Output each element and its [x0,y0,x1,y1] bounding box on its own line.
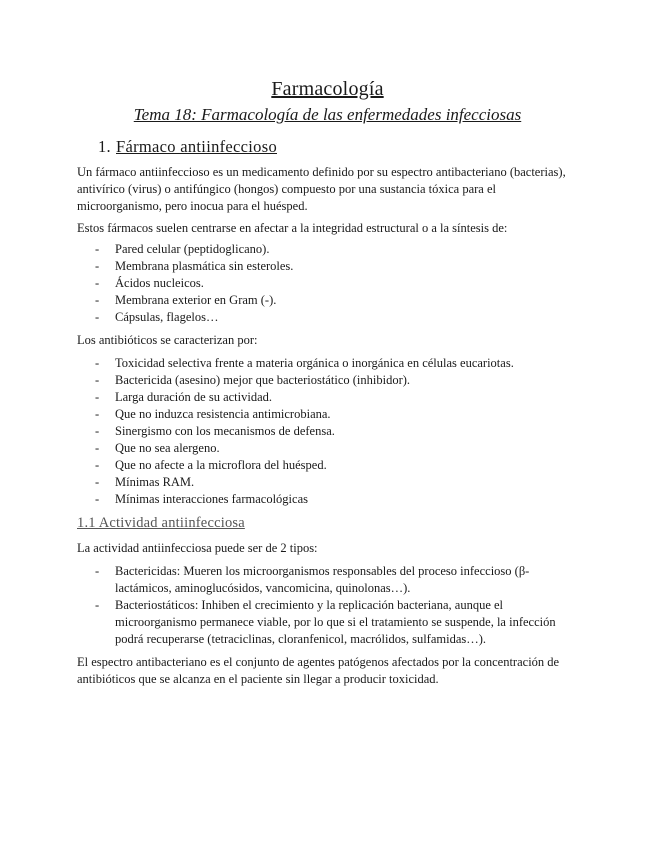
list-item: - Que no sea alergeno. [95,441,220,455]
list-item: - Que no induzca resistencia antimicrobiana. [95,407,331,421]
list-item: - Bacteriostáticos: Inhiben el crecimiento y la replicación bacteriana, aunque el microorganismo permanece viable, por lo que si el tratamiento se suspende, la infección podrá recuperarse (tetraciclinas, cloranfenicol, macrólidos, sulfamidas…). [95,598,556,646]
list-item: - Bactericidas: Mueren los microorganismos responsables del proceso infeccioso (β-lactámicos, aminoglucósidos, vancomicina, quinolonas…). [95,564,530,595]
list-item: - Mínimas interacciones farmacológicas [95,492,308,506]
page-subtitle: Tema 18: Farmacología de las enfermedades infecciosas [133,105,522,124]
list-item: - Pared celular (peptidoglicano). [95,242,270,256]
list-item: - Sinergismo con los mecanismos de defensa. [95,424,335,438]
list-item: - Cápsulas, flagelos… [95,310,219,324]
section-number: 1. [98,137,111,156]
list-item: - Mínimas RAM. [95,475,195,489]
list-item: - Ácidos nucleicos. [95,276,204,290]
characteristics-list [77,355,577,508]
intro-paragraph: Un fármaco antiinfeccioso es un medicamento definido por su espectro antibacteriano (bacterias), antivírico (virus) o antifúngico (hongos) compuesto por una sustancia tóxica para el microorganismo, pero inocua para el huésped. [77,165,566,213]
targets-intro: Estos fármacos suelen centrarse en afectar a la integridad estructural o a la síntesis de: [77,221,508,235]
section-heading-text: Fármaco antiinfeccioso [116,137,277,156]
list-item: - Larga duración de su actividad. [95,390,273,404]
targets-list [77,241,577,326]
list-item: - Bactericida (asesino) mejor que bacteriostático (inhibidor). [95,373,411,387]
closing-paragraph: El espectro antibacteriano es el conjunto de agentes patógenos afectados por la concentración de antibióticos que se alcanza en el paciente sin llegar a producir toxicidad. [77,655,560,686]
subsection-heading: 1.1 Actividad antiinfecciosa [77,515,245,531]
list-item: - Que no afecte a la microflora del huésped. [95,458,327,472]
page-title: Farmacología [271,78,384,100]
activity-types-list [77,563,577,648]
list-item: - Membrana plasmática sin esteroles. [95,259,294,273]
list-item: - Toxicidad selectiva frente a materia orgánica o inorgánica en células eucariotas. [95,356,514,370]
characteristics-intro: Los antibióticos se caracterizan por: [77,333,258,347]
list-item: - Membrana exterior en Gram (-). [95,293,277,307]
activity-intro: La actividad antiinfecciosa puede ser de 2 tipos: [77,541,318,555]
